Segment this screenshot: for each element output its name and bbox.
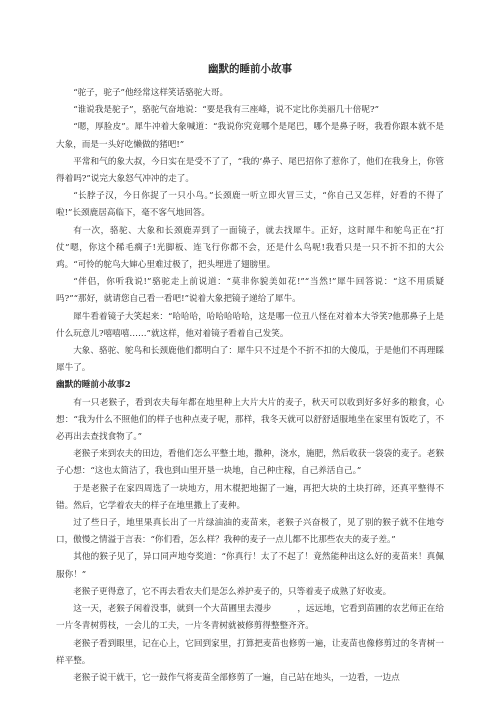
story1-paragraph-4: 平常和气的象大叔，今日实在是受不了了，“我的’鼻子、尾巴招你了惹你了，他们在我身上，你管得着吗?”说完大象怒气冲冲的走了。 bbox=[56, 156, 444, 185]
story2-paragraph-1: 有一只老猴子，看到农夫每年都在地里种上大片大片的麦子，秋天可以收到好多好多的粮食，心想：“我为什么不照他们的样子也种点麦子呢，那样，我冬天就可以舒舒适服地坐在家里有饭吃了，不必再出去查找食物了。” bbox=[56, 397, 444, 443]
story1-paragraph-9: 大象、骆驼、鸵鸟和长颈鹿他们都明白了：犀牛只不过是个不折不扣的大傻瓜，于是他们不再理睬犀牛了。 bbox=[56, 346, 444, 374]
story1-paragraph-6: 有一次，骆驼、大象和长颈鹿弄到了一面镜子，就去找犀牛。正好，这时犀牛和鸵鸟正在“打仗”嗯，你这个稀毛瘸子!光脚板、连飞行你都不会，还是什么鸟呢!我看只是一只不折不扣的大公鸡。“可怜的鸵鸟大婶心里难过极了，把头埋进了翅膀里。 bbox=[56, 225, 444, 271]
story2-paragraph-4: 过了些日子，地里果真长出了一片绿油油的麦苗来，老猴子兴奋极了，见了别的猴子就不住地夸口，傲慢之情溢于言表：“你们看，怎么样？我种的麦子一点儿都不比那些农夫的麦子差。” bbox=[56, 518, 444, 546]
story2-paragraph-8: 老猴子看到眼里，记在心上，它回到家里，打算把麦苗也修剪一遍，让麦苗也像修剪过的冬青树一样平整。 bbox=[56, 638, 444, 666]
story2-paragraph-3: 于是老猴子在家四周选了一块地方，用木棍把地掘了一遍，再把大块的土块打碎，还真平整得不错。然后，它学着农夫的样子在地里撒上了麦种。 bbox=[56, 483, 444, 511]
story1-paragraph-3: “嗯，厚脸皮”。犀牛冲着大象喊道：“我说你究竟哪个是尾巴，哪个是鼻子呀，我看你跟本就不是大象，而是一头好吃懒做的猪吧!” bbox=[56, 122, 444, 150]
document-page bbox=[56, 62, 444, 687]
story1-paragraph-2: “谁说我是驼子”，骆驼气奋地说：“要是我有三座峰，说不定比你美丽几十倍呢?” bbox=[73, 105, 379, 116]
story2-heading: 幽默的睡前小故事2 bbox=[56, 380, 131, 391]
document-title: 幽默的睡前小故事 bbox=[208, 63, 292, 75]
story2-paragraph-6: 老猴子更得意了，它不再去看农夫们是怎么养护麦子的，只等着麦子成熟了好收麦。 bbox=[73, 586, 392, 597]
story2-paragraph-2: 老猴子来到农夫的田边，看他们怎么平整土地，撒种，浇水，施肥，然后收获一袋袋的麦子。老猴子心想：“这也太简洁了，我也到山里开垦一块地，自己种庄稼，自己养活自己。” bbox=[56, 449, 444, 477]
story2-paragraph-9: 老猴子说干就干，它一鼓作气将麦苗全部修剪了一遍，自己站在地头，一边看，一边点 bbox=[73, 672, 400, 683]
story1-paragraph-8: 犀牛看着镜子大笑起来：“哈哈哈，哈哈哈哈哈，这是哪一位丑八怪在对着本大爷笑?他那鼻子上是什么玩意儿?嘻嘻嘻……”就这样，他对着镜子看着自己发笑。 bbox=[56, 311, 444, 339]
story2-paragraph-7: 这一天，老猴子闲着没事，就到一个大苗圃里去漫步 ，远远地，它看到苗圃的农艺师正在给一片冬青树剪枝，一会儿的工夫，一片冬青树就被修剪得整整齐齐。 bbox=[56, 604, 444, 632]
story1-paragraph-5: “长脖子汉，今日你捉了一只小鸟。”长颈鹿一听立即火冒三丈，“你自己又怎样，好看的不得了啦!”长颈鹿居高临下，毫不客气地回答。 bbox=[56, 191, 444, 219]
story1-paragraph-1: “驼子，驼子”他经常这样笑话骆驼大哥。 bbox=[73, 88, 229, 98]
story2-paragraph-5: 其他的猴子见了，异口同声地夸奖道：“你真行！太了不起了！竟然能种出这么好的麦苗来！真佩服你！” bbox=[56, 552, 444, 580]
story1-paragraph-7: “伴侣，你听我说!”骆驼走上前说道：“莫非你貌美如花!”“当然!”犀牛回答说：“这不用质疑吗?”“那好，就请您自己看一看吧!”说着大象把镜子递给了犀牛。 bbox=[56, 277, 444, 305]
